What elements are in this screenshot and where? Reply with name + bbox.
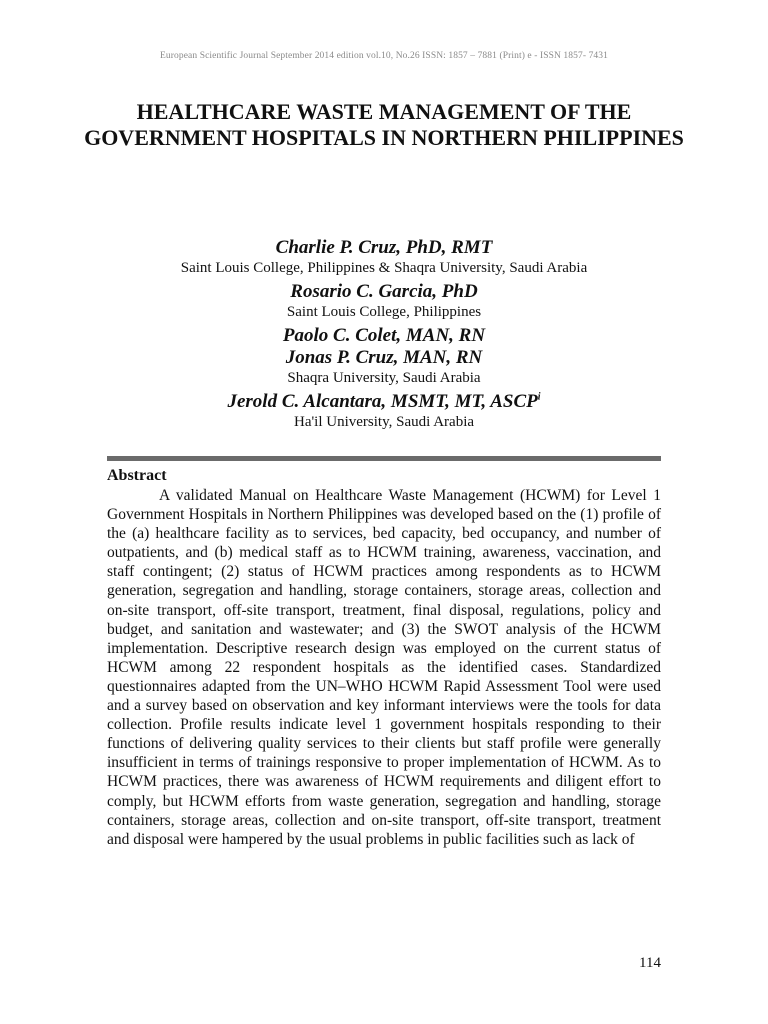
author-name: Charlie P. Cruz, PhD, RMT: [275, 237, 493, 258]
author-block: [60, 237, 708, 435]
paper-title: HEALTHCARE WASTE MANAGEMENT OF THE GOVERNMENT HOSPITALS IN NORTHERN PHILIPPINES: [84, 99, 684, 150]
page-number: 114: [639, 955, 661, 971]
author-affiliation: Shaqra University, Saudi Arabia: [287, 370, 481, 386]
author-affiliation: Saint Louis College, Philippines & Shaqra University, Saudi Arabia: [180, 260, 588, 276]
abstract-text: A validated Manual on Healthcare Waste Management (HCWM) for Level 1 Government Hospitals in Northern Philippines was developed based on the (1) profile of the (a) healthcare facility as to services, bed capacity, bed occupancy, and number of outpatients, and (b) medical staff as to HCWM training, awareness, vaccination, and staff contingent; (2) status of HCWM practices among respondents as to HCWM generation, segregation and handling, storage containers, storage areas, collection and on-site transport, off-site transport, treatment, final disposal, regulations, policy and budget, and sanitation and wastewater; and (3) the SWOT analysis of the HCWM implementation. Descriptive research design was employed on the current status of HCWM among 22 respondent hospitals as the identified cases. Standardized questionnaires adapted from the UN–WHO HCWM Rapid Assessment Tool were used and a survey based on observation and key informant interviews were the tools for data collection. Profile results indicate level 1 government hospitals responding to their functions of delivering quality services to their clients but staff profile were generally insufficient in terms of trainings responsive to proper implementation of HCWM. As to HCWM practices, there was awareness of HCWM requirements and diligent effort to comply, but HCWM efforts from waste generation, segregation and handling, storage containers, storage areas, collection and on-site transport, off-site transport, treatment and disposal were hampered by the usual problems in public facilities such as lack of: [107, 487, 661, 848]
author-name: Jerold C. Alcantara, MSMT, MT, ASCP$^i$: [227, 391, 541, 412]
running-header: European Scientific Journal September 2014 edition vol.10, No.26 ISSN: 1857 – 7881 (Print) e - ISSN 1857- 7431: [160, 51, 608, 61]
author-name: Rosario C. Garcia, PhD: [290, 281, 478, 302]
footnote-mark: i: [537, 391, 541, 403]
author-affiliation: Ha'il University, Saudi Arabia: [293, 414, 475, 430]
section-divider: [107, 456, 661, 461]
author-name: Paolo C. Colet, MAN, RN: [282, 325, 486, 346]
author-affiliation: Saint Louis College, Philippines: [286, 304, 482, 320]
abstract-heading: Abstract: [107, 467, 167, 484]
author-name: Jonas P. Cruz, MAN, RN: [285, 347, 483, 368]
